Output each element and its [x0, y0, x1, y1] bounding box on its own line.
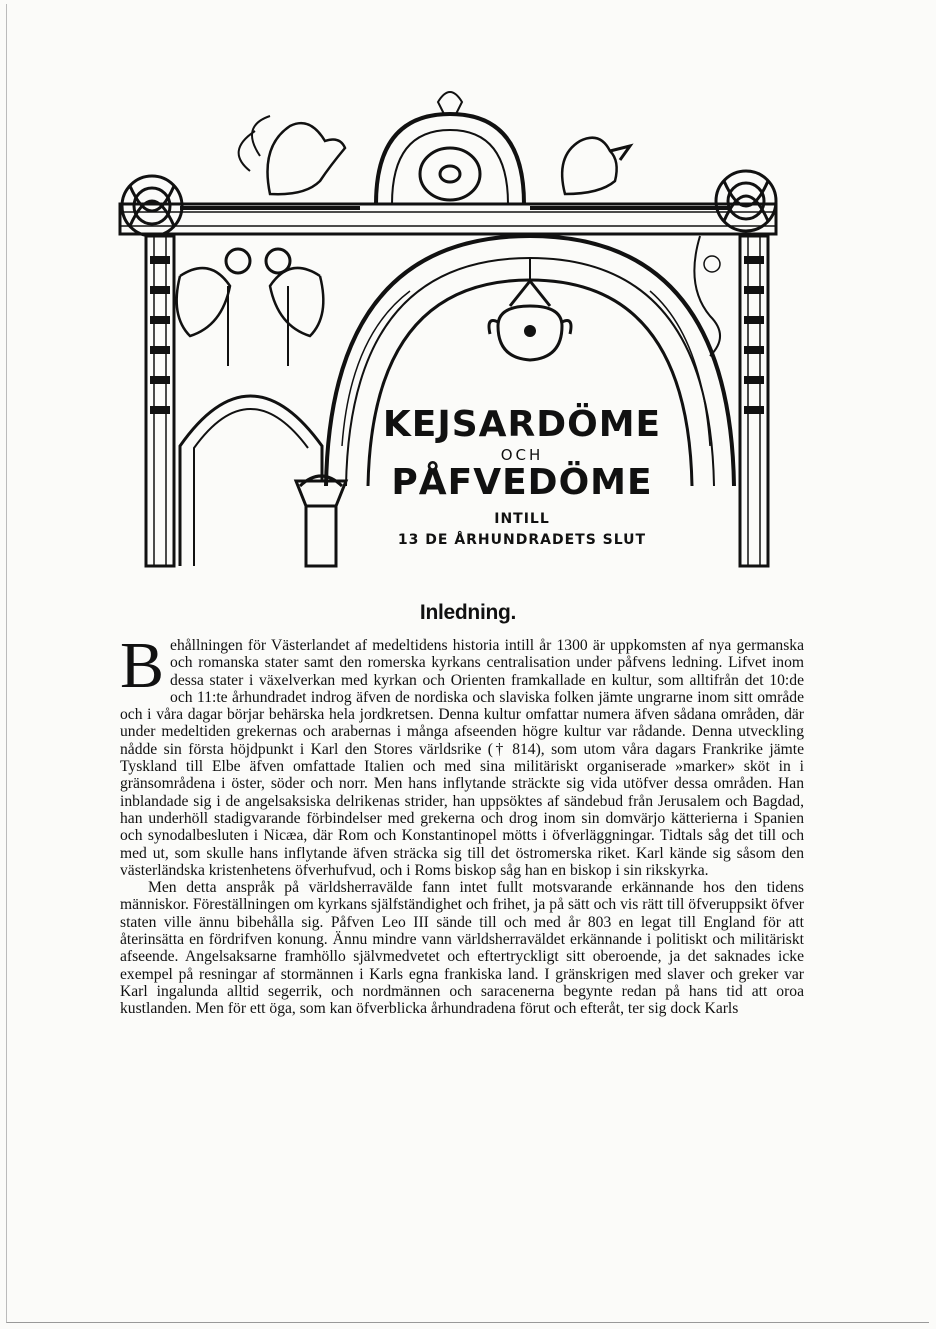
paragraph-2: Men detta anspråk på världsherravälde fann intet fullt motsvarande erkännande hos den tidens människor. Föreställningen om kyrkans själfständighet och frihet, ja på sätt och vis rätt till öfveruppsikt öfver staten ville ännu bibehålla sig. Påfven Leo III sände till och med år 803 en legat till England för att återinsätta en fördrifven konung. Ännu mindre vann världsherraväldet erkännande i politiskt och militäriskt afseende. Angelsaksarne framhöllo självmedvetet och eftertryckligt sitt oberoende, ja det saknades icke exempel på resningar af stormännen i Karls egna frankiska land. I gränskrigen med slaver och greker var Karl ingalunda alltid segerrik, och nordmännen och saracenerna begynte redan på hans tid att oroa kustlanden. Men för ett öga, som kan öfverblicka århundradena förut och efteråt, ter sig dock Karls — [120, 879, 804, 1018]
title-century: 13 DE ÅRHUNDRADETS SLUT — [397, 532, 647, 548]
paragraph-1-text: ehållningen för Västerlandet af medeltidens historia intill år 1300 är uppkomsten af nya germanska och romanska stater samt den romerska kyrkans centralisation under påfvens ledning. Lifvet inom dessa stater i växelverkan med kyrkan och Orienten framkallade en kultur, som alltifrån det 10:de och 11:te århundradet indrog äfven de nordiska och slaviska folken jämte ungrarne inom sitt område och i våra dagar börjar behärska hela jordkretsen. Denna kultur omfattar numera äfven sådana områden, där under medeltiden grekernas och arabernas i många afseenden högre kultur var rådande. Denna utveckling nådde sin första höjdpunkt i Karl den Stores världsrike († 814), som utom våra dagars Frankrike jämte Tyskland till Elbe äfven omfattade Italien och med sina militäriskt organiserade »marker» sköt in i gränsområdena i öster, söder och norr. Men hans inflytande sträckte sig vida utöfver dessa områden. Han inblandade sig i de angelsaksiska delrikenas strider, han uppsöktes af sändebud från Jerusalem och Bagdad, han underhöll stadigvarande förbindelser med grekerna och drog inom sin domvärjo kätterierna i Spanien och synodalbesluten i Nicæa, där Rom och Konstantinopel mötts i öfverläggningar. Tidtals såg det till och med ut, som skulle hans inflytande äfven sträcka sig till det östromerska riket. Karl kände sig såsom den västerländska kristenhetens öfverhufvud, och i Roms biskop såg han en biskop i sin rikskyrka. — [120, 637, 804, 879]
book-title — [372, 398, 672, 558]
title-och: OCH — [500, 446, 544, 464]
paragraph-1 — [120, 629, 804, 879]
title-pafvedome: PÅFVEDÖME — [391, 462, 653, 503]
title-intill: INTILL — [494, 511, 550, 527]
body-text — [120, 629, 804, 1018]
title-kejsardome: KEJSARDÖME — [382, 404, 662, 445]
drop-cap: B — [120, 629, 165, 702]
section-heading: Inledning. — [419, 601, 517, 624]
